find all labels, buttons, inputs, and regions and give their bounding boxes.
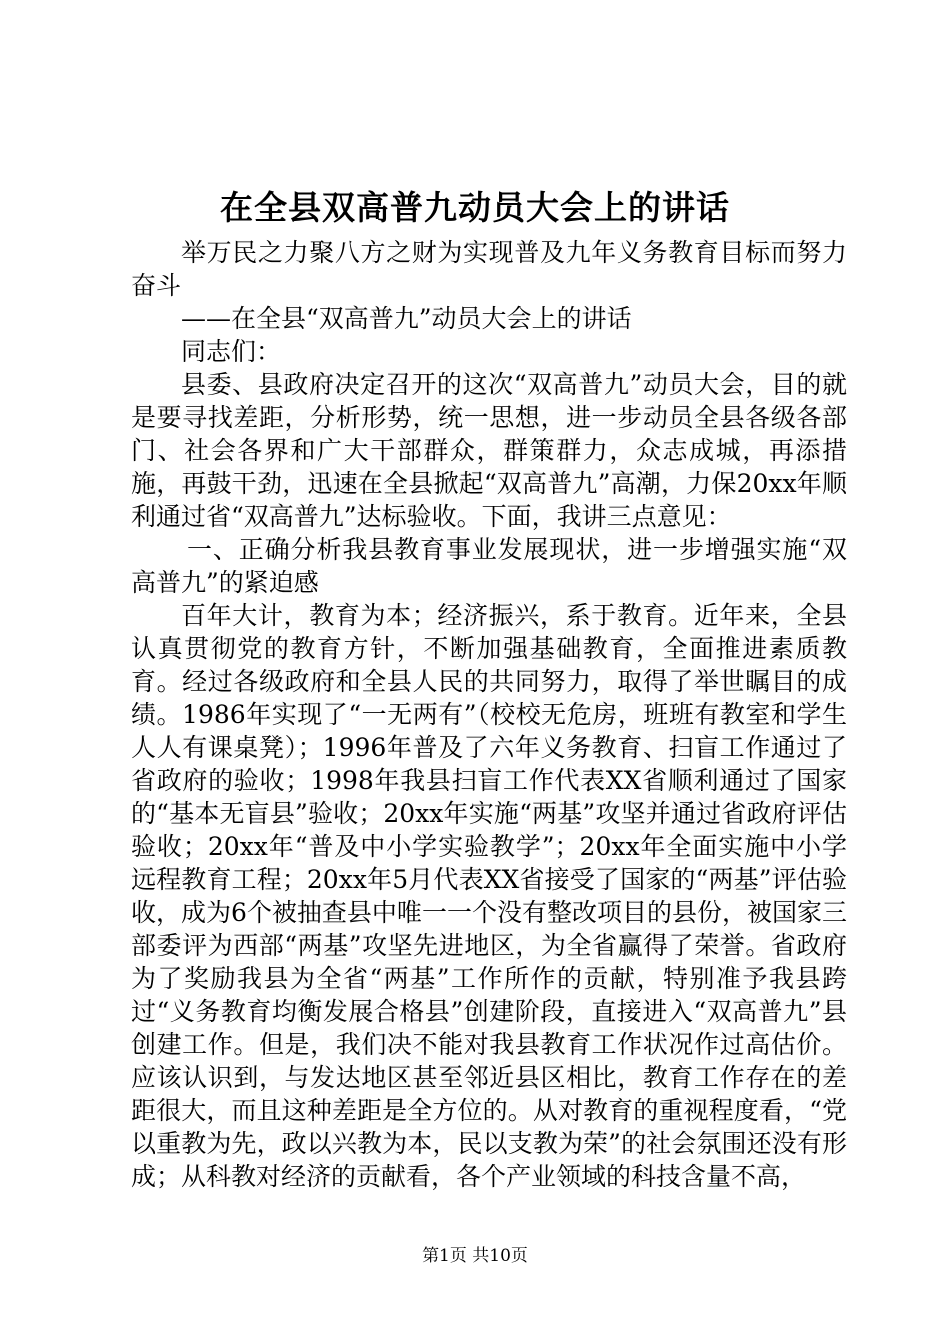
subtitle-paragraph: 举万民之力聚八方之财为实现普及九年义务教育目标而努力奋斗 — [131, 238, 847, 300]
body-paragraph: 百年大计，教育为本；经济振兴，系于教育。近年来，全县认真贯彻党的教育方针，不断加强基础教育，全面推进素质教育。经过各级政府和全县人民的共同努力，取得了举世瞩目的成绩。1986年实现了“一无两有”（校校无危房，班班有教室和学生人人有课桌凳）；1996年普及了六年义务教育、扫盲工作通过了省政府的验收；1998年我县扫盲工作代表XX省顺利通过了国家的“基本无盲县”验收；20xx年实施“两基”攻坚并通过省政府评估验收；20xx年“普及中小学实验教学”；20xx年全面实施中小学远程教育工程；20xx年5月代表XX省接受了国家的“两基”评估验收，成为6个被抽查县中唯一一个没有整改项目的县份，被国家三部委评为西部“两基”攻坚先进地区，为全省赢得了荣誉。省政府为了奖励我县为全省“两基”工作所作的贡献，特别准予我县跨过“义务教育均衡发展合格县”创建阶段，直接进入“双高普九”县创建工作。但是，我们决不能对我县教育工作状况作过高估价。应该认识到，与发达地区甚至邻近县区相比，教育工作存在的差距很大，而且这种差距是全方位的。从对教育的重视程度看，“党以重教为先，政以兴教为本，民以支教为荣”的社会氛围还没有形成；从科教对经济的贡献看，各个产业领域的科技含量不高， — [131, 601, 847, 1191]
section-heading-1: 一、正确分析我县教育事业发展现状，进一步增强实施“双高普九”的紧迫感 — [131, 535, 847, 597]
document-title: 在全县双高普九动员大会上的讲话 — [220, 188, 730, 227]
document-body — [131, 236, 847, 1193]
intro-paragraph: 县委、县政府决定召开的这次“双高普九”动员大会，目的就是要寻找差距，分析形势，统一思想，进一步动员全县各级各部门、社会各界和广大干部群众，群策群力，众志成城，再添措施，再鼓干劲，迅速在全县掀起“双高普九”高潮，力保20xx年顺利通过省“双高普九”达标验收。下面，我讲三点意见： — [131, 370, 847, 531]
page-number-footer: 第1页 共10页 — [422, 1246, 528, 1266]
salutation: 同志们： — [181, 337, 282, 366]
subtitle-dash-line: ——在全县“双高普九”动员大会上的讲话 — [181, 304, 632, 333]
